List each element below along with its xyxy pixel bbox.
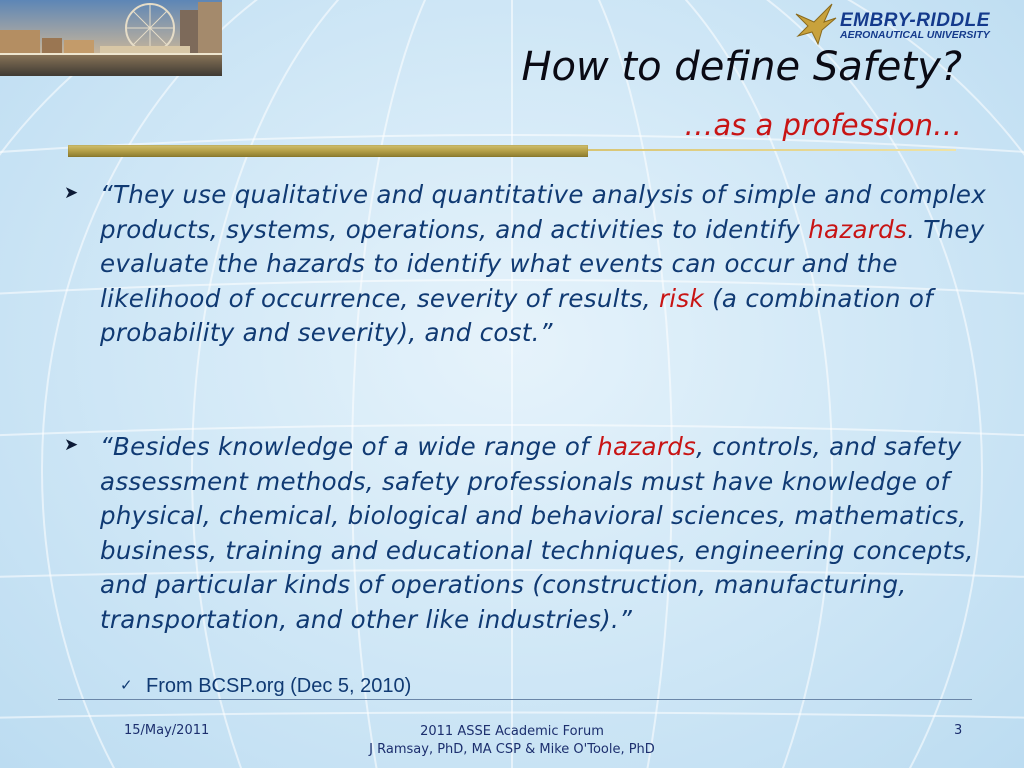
- bullet-segment: “Besides knowledge of a wide range of: [100, 432, 598, 461]
- university-logo: [790, 0, 1016, 48]
- source-text: From BCSP.org (Dec 5, 2010): [146, 675, 412, 697]
- logo-name: EMBRY-RIDDLE: [840, 10, 990, 31]
- page-number: 3: [954, 723, 963, 738]
- slide-subtitle: …as a profession…: [684, 108, 962, 142]
- bullet-segment: “They use qualitative and quantitative analysis of simple and complex products, systems, operations, and activities to identify: [100, 180, 986, 244]
- arrow-bullet-icon: ➤: [64, 183, 79, 203]
- title-accent-bar: [68, 145, 588, 157]
- footer-event: 2011 ASSE Academic Forum: [420, 724, 604, 739]
- title-accent-line: [588, 149, 956, 151]
- bullet-text: [100, 430, 980, 637]
- eagle-logo-icon: [792, 0, 838, 46]
- footer-authors: J Ramsay, PhD, MA CSP & Mike O'Toole, PhD: [369, 742, 655, 757]
- footer-divider: [58, 699, 972, 700]
- slide-title: How to define Safety?: [521, 44, 962, 90]
- logo-subtitle: AERONAUTICAL UNIVERSITY: [840, 29, 990, 41]
- bullet-segment: , controls, and safety assessment methods, safety professionals must have knowledge of physical, chemical, biological and behavioral sciences, mathematics, business, training and educational techniques, engineering concepts, and particular kinds of operations (construction, manufacturing, transportation, and other like industries).”: [100, 432, 974, 634]
- arrow-bullet-icon: ➤: [64, 435, 79, 455]
- bullet-segment: (a combination of probability and severity), and cost.”: [100, 283, 934, 347]
- footer-center: [0, 723, 1024, 759]
- bullet-segment: . They evaluate the hazards to identify what events can occur and the likelihood of occurrence, severity of results,: [100, 214, 985, 313]
- footer-date: 15/May/2011: [124, 723, 210, 738]
- checkmark-icon: ✓: [120, 676, 133, 694]
- highlighted-term: risk: [658, 283, 704, 313]
- highlighted-term: hazards: [597, 432, 697, 461]
- bullet-text: [100, 178, 1000, 351]
- harbor-photo: [0, 0, 222, 76]
- highlighted-term: hazards: [808, 214, 908, 244]
